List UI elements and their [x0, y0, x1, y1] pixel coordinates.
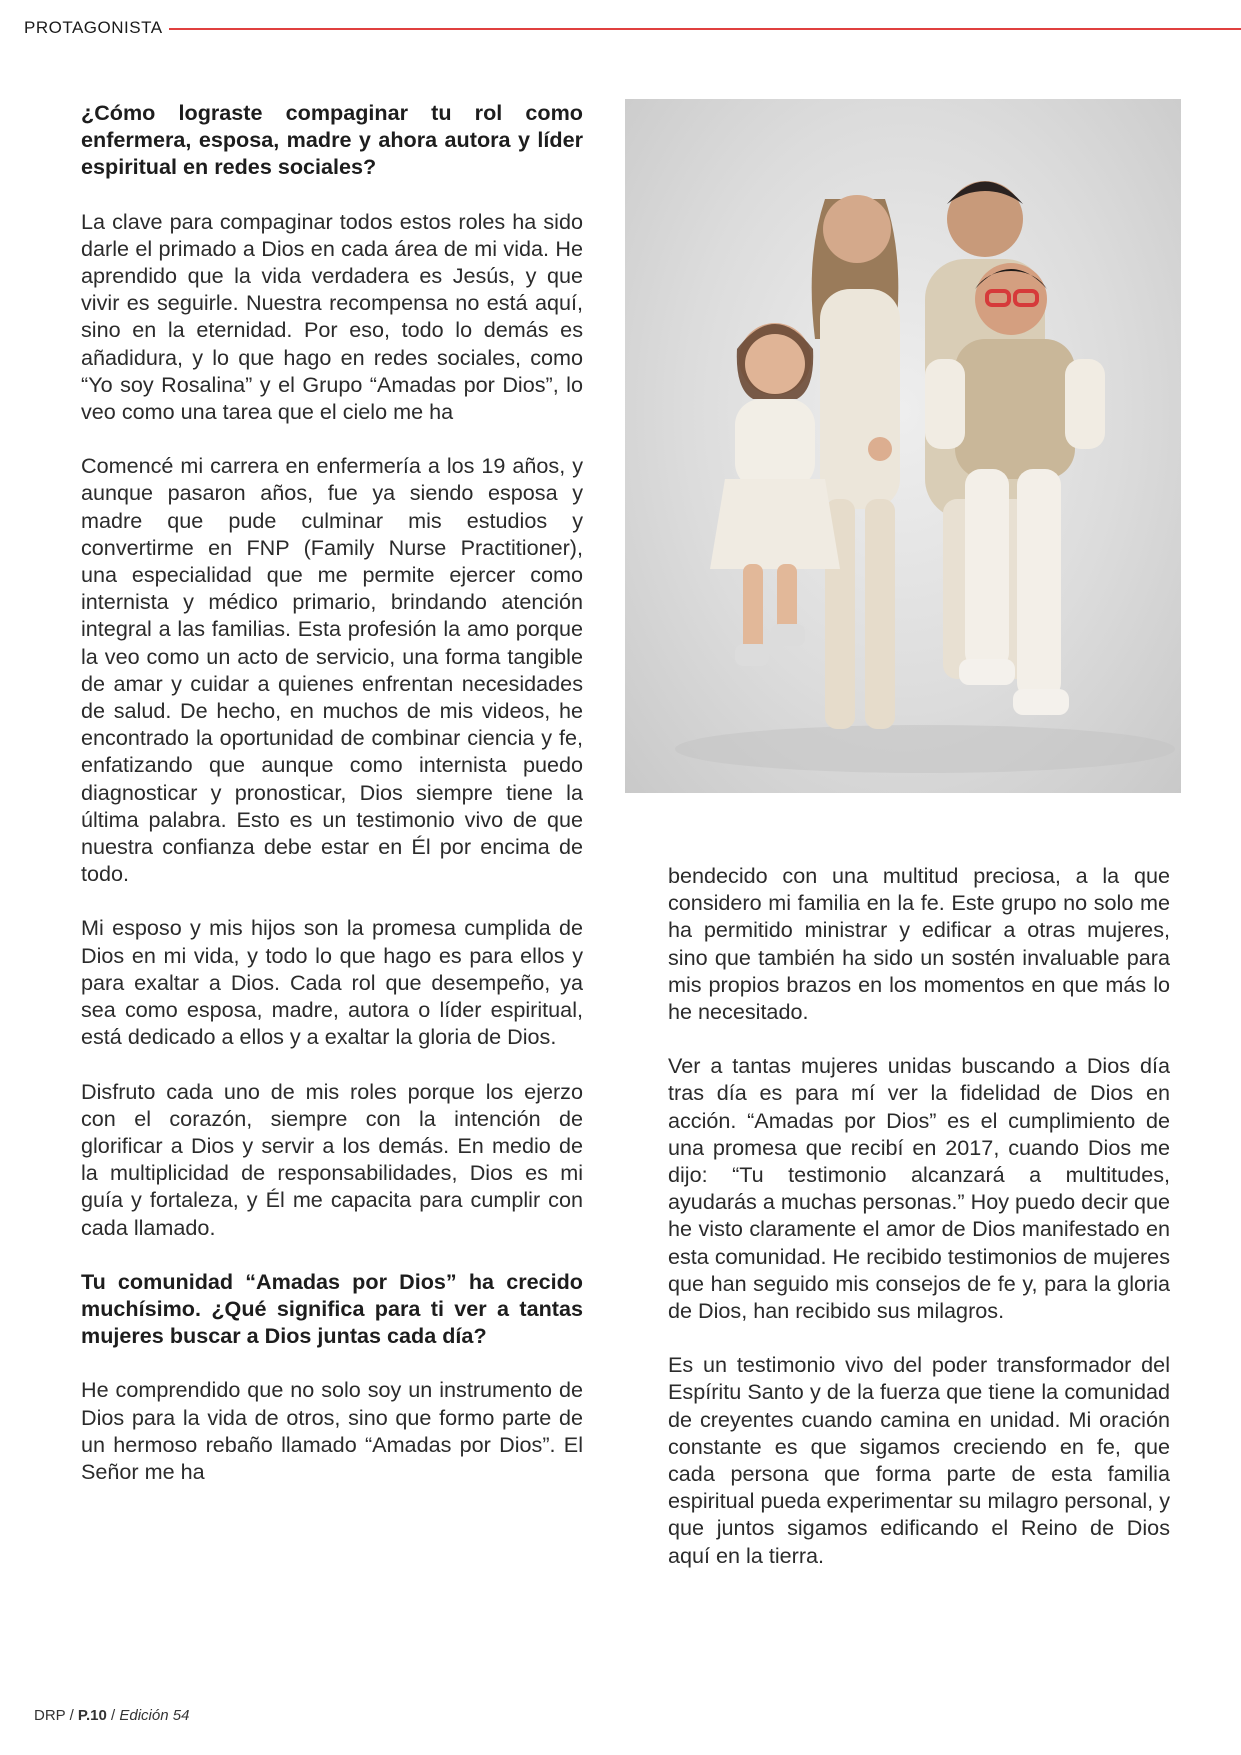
- right-column: [668, 862, 1170, 1596]
- header-rule: [24, 28, 1241, 30]
- footer-page-number: P.10: [77, 1707, 107, 1724]
- question-1: ¿Cómo lograste compaginar tu rol como enfermera, esposa, madre y ahora autora y líder espiritual en redes sociales?: [81, 100, 583, 180]
- answer-paragraph: He comprendido que no solo soy un instrumento de Dios para la vida de otros, sino que formo parte de un hermoso rebaño llamado “Amadas por Dios”. El Señor me ha: [81, 1377, 583, 1484]
- question-2: Tu comunidad “Amadas por Dios” ha crecido muchísimo. ¿Qué significa para ti ver a tantas mujeres buscar a Dios juntas cada día?: [81, 1268, 583, 1349]
- answer-paragraph: Mi esposo y mis hijos son la promesa cumplida de Dios en mi vida, y todo lo que hago es para ellos y para exaltar a Dios. Cada rol que desempeño, ya sea como esposa, madre, autora o líder espiritual, está dedicado a ellos y a exaltar la gloria de Dios.: [81, 915, 583, 1050]
- answer-paragraph: Disfruto cada uno de mis roles porque los ejerzo con el corazón, siempre con la intención de glorificar a Dios y servir a los demás. En medio de la multiplicidad de responsabilidades, Dios es mi guía y fortaleza, y Él me capacita para cumplir con cada llamado.: [81, 1078, 583, 1240]
- left-column: [81, 99, 583, 1512]
- section-label: PROTAGONISTA: [24, 18, 169, 38]
- family-photo-illustration: [625, 99, 1181, 793]
- answer-paragraph: Es un testimonio vivo del poder transformador del Espíritu Santo y de la fuerza que tiene la comunidad de creyentes cuando camina en unidad. Mi oración constante es que sigamos creciendo en fe, que cada persona que forma parte de esta familia espiritual pueda experimentar su milagro personal, y que juntos sigamos edificando el Reino de Dios aquí en la tierra.: [668, 1352, 1170, 1568]
- footer-brand: DRP: [34, 1707, 66, 1724]
- footer-separator: /: [106, 1707, 120, 1724]
- answer-paragraph: bendecido con una multitud preciosa, a la que considero mi familia en la fe. Este grupo no solo me ha permitido ministrar y edificar a otras mujeres, sino que también ha sido un sostén invaluable para mis propios brazos en los momentos en que más lo he necesitado.: [668, 863, 1170, 1025]
- footer-edition: Edición 54: [119, 1707, 190, 1724]
- footer-separator: /: [65, 1707, 78, 1724]
- answer-paragraph: La clave para compaginar todos estos roles ha sido darle el primado a Dios en cada área de mi vida. He aprendido que la vida verdadera es Jesús, y que vivir es seguirle. Nuestra recompensa no está aquí, sino en la eternidad. Por eso, todo lo demás es añadidura, y lo que hago en redes sociales, como “Yo soy Rosalina” y el Grupo “Amadas por Dios”, lo veo como una tarea que el cielo me ha: [81, 208, 583, 425]
- mother-figure: [812, 195, 900, 729]
- page-footer: [34, 1707, 189, 1724]
- answer-paragraph: Comencé mi carrera en enfermería a los 19 años, y aunque pasaron años, fue ya siendo esposa y madre que pude culminar mis estudios y convertirme en FNP (Family Nurse Practitioner), una especialidad que me permite ejercer como internista y médico primario, brindando atención integral a las familias. Esta profesión la amo porque la veo como un acto de servicio, una forma tangible de amar y cuidar a quienes enfrentan necesidades de salud. De hecho, en muchos de mis videos, he encontrado la oportunidad de combinar ciencia y fe, enfatizando que aunque como internista puedo diagnosticar y pronosticar, Dios siempre tiene la última palabra. Esto es un testimonio vivo de que nuestra confianza debe estar en Él por encima de todo.: [81, 453, 583, 887]
- family-photo: [625, 99, 1181, 793]
- answer-paragraph: Ver a tantas mujeres unidas buscando a Dios día tras día es para mí ver la fidelidad de Dios en acción. “Amadas por Dios” es el cumplimiento de una promesa que recibí en 2017, cuando Dios me dijo: “Tu testimonio alcanzará a multitudes, ayudarás a muchas personas.” Hoy puedo decir que he visto claramente el amor de Dios manifestado en esta comunidad. He recibido testimonios de mujeres que han seguido mis consejos de fe y, para la gloria de Dios, han recibido sus milagros.: [668, 1053, 1170, 1324]
